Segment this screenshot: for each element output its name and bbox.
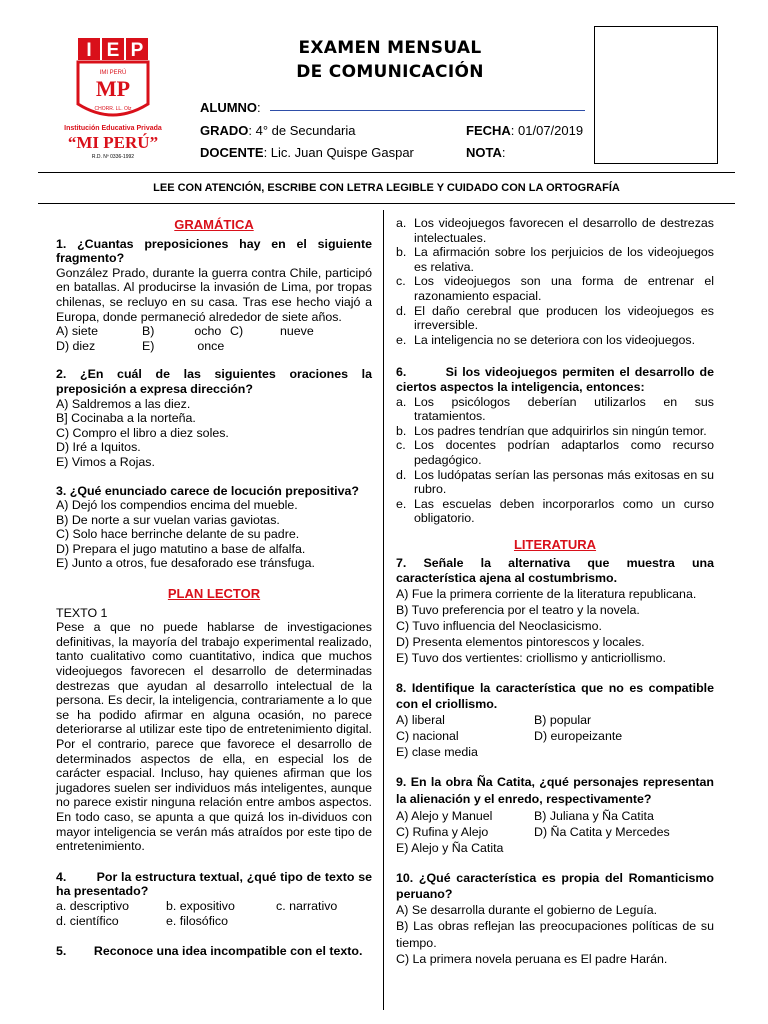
- texto-1-body: Pese a que no puede hablarse de investigaciones definitivas, la mayoría del trabajo experimental realizado, tanto cualitativo como cuantitativo, indica que muchos videojuegos favorecen el desarrollo de determinadas destrezas que ayudan al desarrollo intelectual de la persona. Es decir, la inteligencia, contrariamente a lo que se ha podido afirmar en alguna ocasión, no parece deteriorarse al utilizar este tipo de entretenimiento digital. Por el contrario, parece que favorece el desarrollo de determinados aspectos de ella, en especial los de carácter espacial. Incluso, hay quienes afirman que los jugadores suelen ser individuos más inteligentes, aunque no parece existir ninguna relación entre ambos aspectos. En todo caso, se apunta a que quizá los in-dividuos con mayor inteligencia se verán más atraídos por este tipo de entretenimiento.: [56, 620, 372, 854]
- option[interactable]: a. Los videojuegos favorecen el desarrollo de destrezas intelectuales.: [396, 216, 714, 245]
- option[interactable]: c. Los videojuegos son una forma de entrenar el razonamiento espacial.: [396, 274, 714, 303]
- option[interactable]: D) Ña Catita y Mercedes: [534, 824, 670, 839]
- alumno-row: ALUMNO:: [200, 100, 261, 115]
- section-gramatica: GRAMÁTICA: [174, 217, 254, 232]
- question-1-fragment: González Prado, durante la guerra contra Chile, participó en batallas. Al producirse la invasión de Lima, por tropas chilenas, se recluyo en su casa. Tras ese hecho viajó a Europa, donde permaneció alrededor de siete años.: [56, 265, 372, 324]
- option[interactable]: D) europeizante: [534, 728, 623, 743]
- option[interactable]: E) Alejo y Ña Catita: [396, 840, 504, 855]
- question-8: 8. Identifique la característica que no es compatible con el criollismo.: [396, 680, 714, 711]
- option-letter: C): [230, 324, 244, 339]
- option[interactable]: b. Los padres tendrían que adquirirlos sin ningún temor.: [396, 423, 707, 438]
- option[interactable]: C) Solo hace berrinche delante de su padre.: [56, 527, 300, 542]
- question-3-options: [56, 498, 372, 571]
- option[interactable]: e. filosófico: [166, 913, 228, 928]
- exam-title: EXAMEN MENSUAL: [298, 38, 482, 58]
- grado-value: 4° de Secundaria: [255, 123, 356, 138]
- question-2-options: [56, 397, 372, 470]
- option[interactable]: E) clase media: [396, 744, 478, 759]
- svg-text:E: E: [106, 40, 120, 61]
- option[interactable]: C) Compro el libro a diez soles.: [56, 425, 229, 440]
- option[interactable]: d. Los ludópatas serían las personas más exitosas en su rubro.: [396, 467, 714, 497]
- option[interactable]: A) Saldremos a las diez.: [56, 396, 191, 411]
- question-6-options: [396, 395, 714, 526]
- fecha-label: FECHA: [466, 123, 511, 138]
- question-5: 5. Reconoce una idea incompatible con el texto.: [56, 944, 363, 959]
- option[interactable]: E) Junto a otros, fue desaforado ese tránsfuga.: [56, 556, 315, 571]
- question-6: 6. Si los videojuegos permiten el desarrollo de ciertos aspectos la inteligencia, entonces:: [396, 365, 718, 394]
- question-4-options-row2: [56, 914, 372, 929]
- nota-row: NOTA:: [466, 145, 506, 160]
- option[interactable]: B) ocho: [142, 324, 222, 339]
- option[interactable]: C) La primera novela peruana es El padre Harán.: [396, 952, 668, 967]
- option[interactable]: C) nacional: [396, 728, 459, 743]
- svg-text:IMI PERÚ: IMI PERÚ: [99, 70, 127, 76]
- option[interactable]: D) diez: [56, 338, 96, 353]
- svg-text:I: I: [86, 40, 92, 61]
- option[interactable]: E) Vimos a Rojas.: [56, 454, 155, 469]
- option[interactable]: A) Se desarrolla durante el gobierno de Leguía.: [396, 902, 658, 917]
- option[interactable]: a. Los psicólogos deberían utilizarlos en sus tratamientos.: [396, 394, 714, 424]
- docente-value: Lic. Juan Quispe Gaspar: [270, 145, 414, 160]
- question-1: 1. ¿Cuantas preposiciones hay en el siguiente fragmento?: [56, 236, 372, 266]
- question-3: 3. ¿Qué enunciado carece de locución prepositiva?: [56, 483, 359, 498]
- option[interactable]: c. narrativo: [276, 898, 338, 913]
- question-5-options: [396, 216, 714, 347]
- school-logo: [60, 34, 190, 164]
- question-7: 7. Señale la alternativa que muestra una característica ajena al costumbrismo.: [396, 556, 714, 586]
- option[interactable]: E) Tuvo dos vertientes: criollismo y anticriollismo.: [396, 650, 666, 665]
- option[interactable]: A) Fue la primera corriente de la literatura republicana.: [396, 586, 697, 601]
- question-10: 10. ¿Qué característica es propia del Romanticismo peruano?: [396, 870, 714, 901]
- svg-text:R.D. Nº 0336-1992: R.D. Nº 0336-1992: [91, 154, 135, 160]
- question-1-options-row1: [56, 324, 372, 339]
- option[interactable]: B) Las obras reflejan las preocupaciones políticas de su tiempo.: [396, 919, 714, 950]
- question-4: 4. Por la estructura textual, ¿qué tipo de texto se ha presentado?: [56, 869, 376, 899]
- nota-label: NOTA: [466, 145, 502, 160]
- question-1-options-row2: [56, 339, 372, 354]
- option[interactable]: d. El daño cerebral que producen los videojuegos es irreversible.: [396, 303, 714, 333]
- option[interactable]: b. expositivo: [166, 898, 235, 913]
- section-literatura: LITERATURA: [513, 536, 597, 552]
- svg-text:MP: MP: [95, 76, 131, 101]
- column-divider: [383, 210, 384, 1010]
- question-9-options: [396, 808, 714, 856]
- question-4-options-row1: [56, 899, 372, 914]
- grado-row: GRADO: 4° de Secundaria: [200, 123, 356, 138]
- option[interactable]: d. científico: [56, 913, 119, 928]
- option[interactable]: D) Iré a Iquitos.: [56, 440, 141, 455]
- option[interactable]: A) Dejó los compendios encima del mueble.: [56, 498, 298, 513]
- option[interactable]: D) Presenta elementos pintorescos y locales.: [396, 634, 645, 649]
- left-column: [56, 216, 376, 959]
- svg-text:“MI PERÚ”: “MI PERÚ”: [67, 133, 159, 152]
- alumno-label: ALUMNO: [200, 100, 258, 115]
- option[interactable]: B) Tuvo preferencia por el teatro y la novela.: [396, 602, 640, 617]
- option[interactable]: B) popular: [534, 712, 592, 727]
- question-8-options: [396, 712, 714, 760]
- question-2: 2. ¿En cuál de las siguientes oraciones la preposición a expresa dirección?: [56, 367, 372, 396]
- texto-1-label: TEXTO 1: [56, 605, 108, 620]
- docente-label: DOCENTE: [200, 145, 264, 160]
- option[interactable]: A) liberal: [396, 712, 445, 727]
- option[interactable]: A) Alejo y Manuel: [396, 808, 493, 823]
- exam-subtitle: DE COMUNICACIÓN: [296, 62, 484, 82]
- grado-label: GRADO: [200, 123, 249, 138]
- svg-text:CHORR. LL. Olz: CHORR. LL. Olz: [94, 106, 132, 112]
- svg-text:Institución Educativa Privada: Institución Educativa Privada: [64, 125, 162, 132]
- photo-box: [594, 26, 718, 164]
- option[interactable]: B) Juliana y Ña Catita: [534, 808, 654, 823]
- option[interactable]: B] Cocinaba a la norteña.: [56, 411, 196, 426]
- option[interactable]: e. La inteligencia no se deteriora con los videojuegos.: [396, 332, 696, 347]
- alumno-input-line[interactable]: [270, 110, 585, 111]
- question-7-options: [396, 586, 714, 666]
- option[interactable]: B) De norte a sur vuelan varias gaviotas.: [56, 512, 280, 527]
- option[interactable]: C) Rufina y Alejo: [396, 824, 489, 839]
- question-9: 9. En la obra Ña Catita, ¿qué personajes representan la alienación y el enredo, respectivamente?: [396, 774, 714, 806]
- docente-row: DOCENTE: Lic. Juan Quispe Gaspar: [200, 145, 414, 160]
- option[interactable]: D) Prepara el jugo matutino a base de alfalfa.: [56, 541, 306, 556]
- option[interactable]: A) siete: [56, 324, 99, 339]
- option[interactable]: nueve: [280, 324, 314, 339]
- option[interactable]: C) Tuvo influencia del Neoclasicismo.: [396, 618, 602, 633]
- fecha-value: 01/07/2019: [518, 123, 584, 138]
- section-plan-lector: PLAN LECTOR: [167, 586, 261, 602]
- instructions-banner: LEE CON ATENCIÓN, ESCRIBE CON LETRA LEGIBLE Y CUIDADO CON LA ORTOGRAFÍA: [38, 172, 735, 204]
- right-column: [396, 216, 718, 968]
- option[interactable]: a. descriptivo: [56, 898, 130, 913]
- question-10-options: [396, 902, 714, 968]
- option[interactable]: e. Las escuelas deben incorporarlos como un curso obligatorio.: [396, 496, 714, 526]
- svg-text:P: P: [130, 40, 144, 61]
- fecha-row: FECHA: 01/07/2019: [466, 123, 584, 138]
- option[interactable]: b. La afirmación sobre los perjuicios de los videojuegos es relativa.: [396, 245, 714, 274]
- option[interactable]: E) once: [142, 338, 225, 353]
- option[interactable]: c. Los docentes podrían adaptarlos como recurso pedagógico.: [396, 438, 714, 467]
